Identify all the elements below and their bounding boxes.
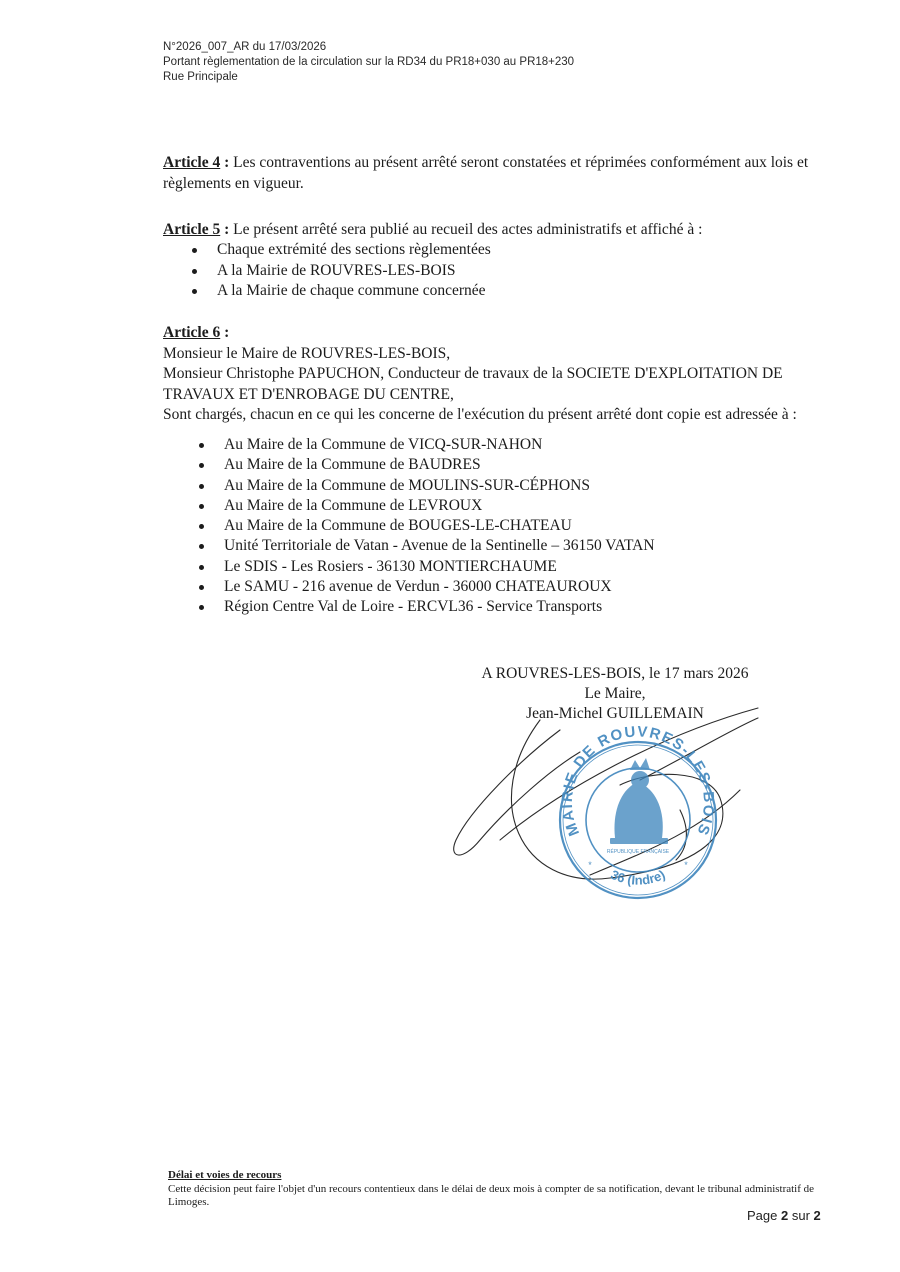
list-item: Au Maire de la Commune de MOULINS-SUR-CÉPHONS [170,476,655,496]
list-item: Chaque extrémité des sections règlementées [163,240,491,261]
signature-place-date: A ROUVRES-LES-BOIS, le 17 mars 2026 [481,665,749,682]
article-6: Article 6 : Monsieur le Maire de ROUVRES-LES-BOIS, Monsieur Christophe PAPUCHON, Conducteur de travaux de la SOCIETE D'EXPLOITATION DE TRAVAUX ET D'ENROBAGE DU CENTRE, Sont chargés, chacun en ce qui les concerne de l'exécution du présent arrêté dont copie est adressée à : [163,323,823,426]
recourse-notice [168,1169,828,1210]
article-6-charged: Sont chargés, chacun en ce qui les concerne de l'exécution du présent arrêté dont copie est adressée à : [163,406,797,423]
list-item: A la Mairie de ROUVRES-LES-BOIS [163,261,491,282]
article-6-mayor: Monsieur le Maire de ROUVRES-LES-BOIS, [163,344,451,362]
recourse-title: Délai et voies de recours [168,1169,282,1181]
list-item: A la Mairie de chaque commune concernée [163,281,491,302]
decree-number: N°2026_007_AR du 17/03/2026 [163,41,327,53]
mayor-stamp-and-signature [440,690,780,910]
article-4-label: Article 4 [163,154,221,171]
list-item: Au Maire de la Commune de BOUGES-LE-CHATEAU [170,516,655,536]
article-5-text: Le présent arrêté sera publié au recueil des actes administratifs et affiché à : [233,221,703,238]
article-5-list [163,240,491,302]
article-4-text: Les contraventions au présent arrêté seront constatées et réprimées conformément aux lois et règlements en vigueur. [163,154,809,192]
svg-text:*: * [588,860,592,870]
signature-name: Jean-Michel GUILLEMAIN [526,705,704,722]
page-word: sur [791,1208,810,1223]
seal-town-name: MAIRIE DE ROUVRES-LES-BOIS [558,723,718,839]
page-current: 2 [781,1208,789,1223]
article-6-contractor: Monsieur Christophe PAPUCHON, Conducteur de travaux de la SOCIETE D'EXPLOITATION DE TRAVAUX ET D'ENROBAGE DU CENTRE, [163,365,783,403]
seal-republic-label: RÉPUBLIQUE FRANÇAISE [606,849,670,855]
article-6-list [170,435,655,618]
article-5: Article 5 : Le présent arrêté sera publié au recueil des actes administratifs et affiché à : [163,221,703,238]
signature-role: Le Maire, [584,685,646,702]
svg-text:36 (Indre) [609,867,668,888]
list-item: Unité Territoriale de Vatan - Avenue de la Sentinelle – 36150 VATAN [170,536,655,556]
article-6-label: Article 6 [163,324,221,341]
page-number [747,1208,821,1223]
page-prefix: Page [747,1208,778,1223]
decree-street: Rue Principale [163,71,238,83]
article-5-label: Article 5 [163,221,221,238]
list-item: Le SDIS - Les Rosiers - 36130 MONTIERCHAUME [170,557,655,577]
list-item: Au Maire de la Commune de BAUDRES [170,455,655,475]
svg-text:*: * [684,860,688,870]
list-item: Au Maire de la Commune de VICQ-SUR-NAHON [170,435,655,455]
list-item: Région Centre Val de Loire - ERCVL36 - Service Transports [170,597,655,617]
seal-department: 36 (Indre) [608,866,668,888]
article-4: Article 4 : Les contraventions au présent arrêté seront constatées et réprimées conformément aux lois et règlements en vigueur. [163,154,809,192]
decree-subject: Portant règlementation de la circulation sur la RD34 du PR18+030 au PR18+230 [163,56,575,68]
recourse-text: Cette décision peut faire l'objet d'un recours contentieux dans le délai de deux mois à compter de sa notification, devant le tribunal administratif de Limoges. [168,1182,815,1208]
town-seal [559,723,717,898]
list-item: Au Maire de la Commune de LEVROUX [170,496,655,516]
page-total: 2 [813,1208,821,1223]
document-header [163,40,574,85]
list-item: Le SAMU - 216 avenue de Verdun - 36000 CHATEAUROUX [170,577,655,597]
